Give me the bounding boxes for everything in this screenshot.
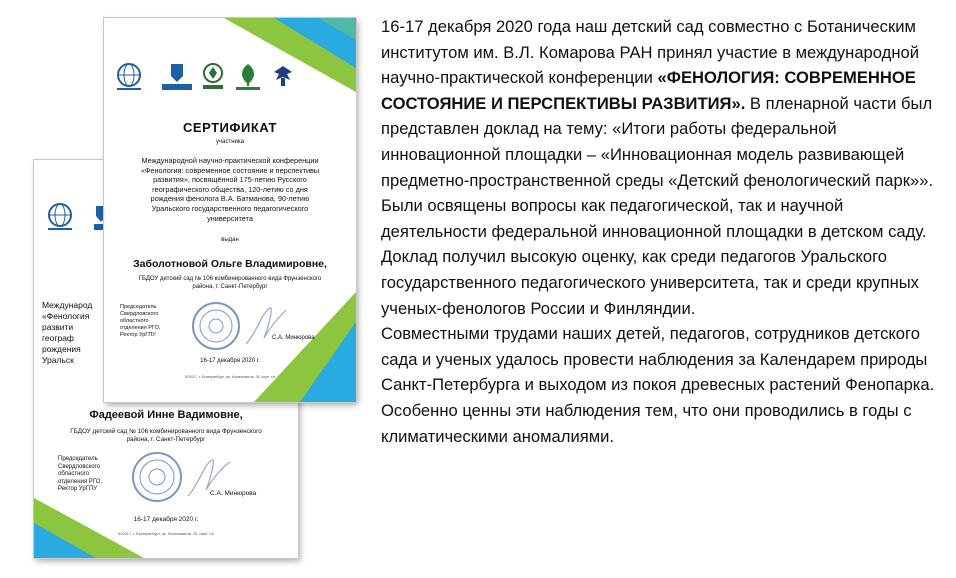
conference-title: «ФЕНОЛОГИЯ: СОВРЕМЕННОЕ СОСТОЯНИЕ И ПЕРСПЕКТИВЫ РАЗВИТИЯ».	[381, 68, 916, 113]
certificate-back-address: 620017, г. Екатеринбург, пр. Космонавтов, 26, корп. г/э	[118, 532, 214, 536]
article-paragraph-2: Совместными трудами наших детей, педагогов, сотрудников детского сада и ученых удалось провести наблюдения за Календарем природы Санкт-Петербурга и выходом из покоя древесных растений Фенопарка. Особенно ценны эти наблюдения тем, что они проводились в годы с климатическими аномалиями.	[381, 324, 935, 446]
certificate-back-date: 16-17 декабря 2020 г.	[133, 516, 199, 523]
university-logo-icon	[162, 62, 192, 92]
certificate-back-description: Международ «Фенология развити географ рождения Уральск	[42, 300, 93, 365]
certificate-front-title: СЕРТИФИКАТ	[183, 120, 277, 135]
certificate-front-recipient: Заболотновой Ольге Владимировне,	[133, 258, 327, 270]
certificate-front-date: 16-17 декабря 2020 г.	[200, 358, 260, 364]
seal-stamp-icon	[130, 450, 184, 504]
certificate-front	[104, 18, 356, 402]
society-logo-icon	[202, 62, 224, 92]
globe-logo-icon	[112, 62, 146, 92]
signature-icon	[242, 304, 290, 348]
botanic-institute-logo-icon	[234, 62, 262, 92]
certificate-front-signatory-name: С.А. Минюрова	[272, 335, 315, 341]
certificate-back-organization: ГБДОУ детский сад № 106 комбинированного вида Фрунзенского района, г. Санкт-Петербург	[70, 428, 262, 443]
certificate-back-signatory-title: Председатель Свердловского областного отделения РГО, Ректор УрГПУ	[58, 456, 103, 492]
seal-stamp-icon	[190, 300, 242, 352]
certificate-front-description: Международной научно-практической конференции «Фенология: современное состояние и перспективы развития», посвящённой 175-летию Русского географического общества, 120-летию со дня рождения фенолога В.А. Батманова, 90-летию Уральского государственного педагогического университета	[140, 156, 320, 223]
certificate-front-address: 620017, г. Екатеринбург, пр. Космонавтов, 26, корп. г/э	[184, 375, 276, 379]
globe-logo-icon	[42, 202, 78, 232]
eagle-emblem-icon	[270, 62, 296, 92]
certificate-front-organization: ГБДОУ детский сад № 106 комбинированного вида Фрунзенского района, г. Санкт-Петербург	[138, 276, 322, 290]
article-body: В пленарной части был представлен доклад на тему: «Итоги работы федеральной инновационной площадки – «Инновационная модель развивающей предметно-пространственной среды «Детский фенологический парк»». Были освящены вопросы как педагогической, так и научной деятельности федеральной инновационной площадки в детском саду. Доклад получил высокую оценку, как среди педагогов Уральского государственного педагогического университета, так и среди крупных ученых-фенологов России и Финляндии.	[381, 93, 934, 318]
certificate-front-role: участника	[216, 139, 244, 145]
article-intro: 16-17 декабря 2020 года наш детский сад совместно с Ботаническим институтом им. В.Л. Комарова РАН принял участие в международной научно-практической конференции	[381, 17, 919, 88]
article-text	[381, 14, 941, 449]
article-paragraph-1	[381, 14, 941, 321]
certificate-front-issued: выдан	[221, 237, 239, 243]
certificate-back-recipient: Фадеевой Инне Вадимовне,	[89, 409, 243, 421]
certificate-back-signatory-name: С.А. Минюрова	[210, 490, 257, 497]
certificate-front-signatory-title: Председатель Свердловского областного отделения РГО, Ректор УрГПУ	[120, 304, 161, 338]
